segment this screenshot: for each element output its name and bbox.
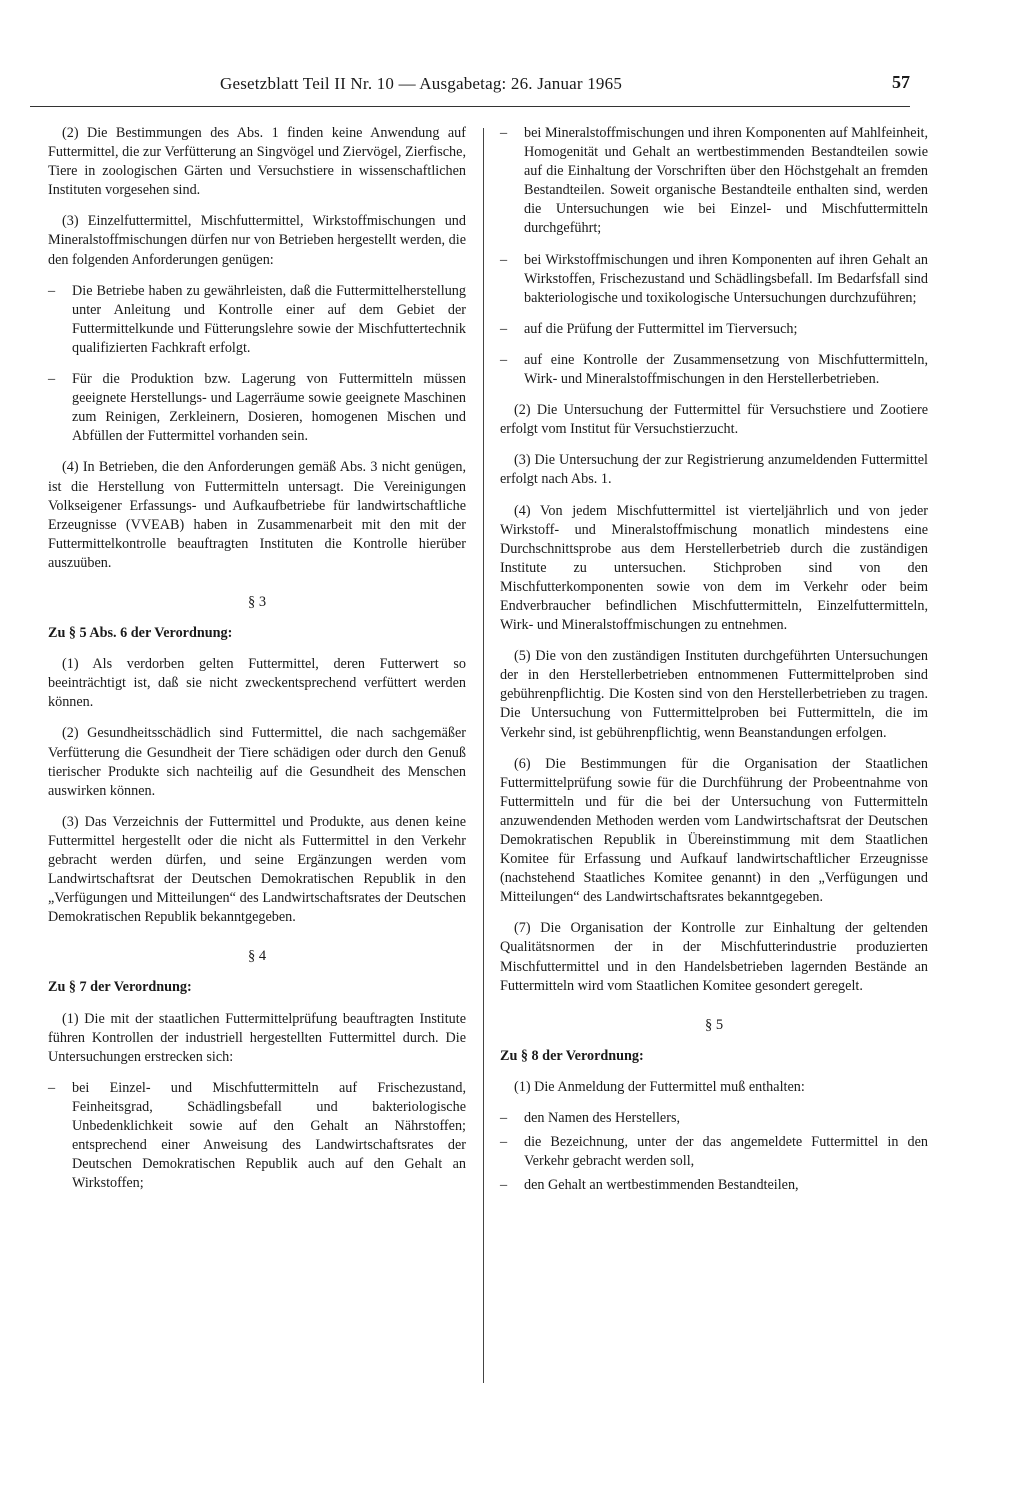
list-item: – den Gehalt an wertbestimmenden Bestandteilen, [500,1176,928,1195]
column-divider [483,128,484,1383]
paragraph-3-2: (2) Gesundheitsschädlich sind Futtermittel, die nach sachgemäßer Verfütterung die Gesundheit der Tiere schädigen oder durch den Genuß tierischer Produkte sich nachteilig auf die Gesundheit des Menschen auswirken können. [48,725,466,799]
list-item: – die Bezeichnung, unter der das angemeldete Futtermittel in den Verkehr gebracht werden soll, [500,1134,928,1170]
paragraph-4-5: (5) Die von den zuständigen Instituten durchgeführten Untersuchungen der in den Herstellerbetrieben entnommenen Futtermittelproben sind gebührenpflichtig. Die Kosten sind von den Herstellerbetrieben zu tragen. Die Untersuchung von Futtermittelproben bei Futtermitteln, die im Verkehr sind, ist gebührenpflichtig, wenn Beanstandungen erfolgen. [500,648,928,741]
dash-bullet: – [500,125,508,141]
dash-bullet: – [500,351,508,368]
list-item: – den Namen des Herstellers, [500,1109,928,1128]
paragraph-5-1: (1) Die Anmeldung der Futtermittel muß enthalten: [514,1078,805,1095]
list-item: – auf die Prüfung der Futtermittel im Tierversuch; [500,320,928,339]
paragraph-4-3: (3) Die Untersuchung der zur Registrierung anzumeldenden Futtermittel erfolgt nach Abs. 1. [500,452,928,488]
right-column [500,124,928,1200]
paragraph-4-4: (4) Von jedem Mischfuttermittel ist vierteljährlich und von jeder Wirkstoff- und Mineralstoffmischung monatlich mindestens eine Durchschnittsprobe aus dem Herstellerbetrieb durch die zuständigen Institute zu untersuchen. Stichproben sind von den Mischfutterkomponenten sowie von dem im Verkehr oder beim Endverbraucher befindlichen Mischfuttermitteln, Einzelfuttermitteln, Wirk- und Mineralstoffmischungen zu entnehmen. [500,502,928,634]
dash-bullet: – [500,1177,508,1194]
left-column [48,124,466,1205]
dash-bullet: – [48,282,56,299]
section-3-subheading: Zu § 5 Abs. 6 der Verordnung: [48,625,233,642]
section-5-subheading: Zu § 8 der Verordnung: [500,1047,644,1064]
dash-bullet: – [500,1134,508,1151]
page-header [30,70,910,107]
section-5-heading: § 5 [704,1016,724,1033]
section-4-subheading: Zu § 7 der Verordnung: [48,979,192,996]
list-item: – bei Mineralstoffmischungen und ihren Komponenten auf Mahlfeinheit, Homogenität und Gehalt an wertbestimmenden Bestandteilen sowie auf die Einhaltung der Vorschriften über den Höchstgehalt an fremden Bestandteilen. Soweit organische Bestandteile enthalten sind, werden die Untersuchungen wie bei Einzel- und Mischfuttermitteln durchgeführt; [500,125,928,237]
dash-bullet: – [48,1079,56,1096]
list-item: – Die Betriebe haben zu gewährleisten, daß die Futtermittelherstellung unter Anleitung und Kontrolle einer auf dem Gebiet der Futtermittelkunde und Fütterungslehre sowie der Mischfuttertechnik qualifizierten Fachkraft erfolgt. [48,282,466,356]
section-4-heading: § 4 [247,948,267,965]
page-number: 57 [892,72,910,92]
dash-bullet: – [500,320,508,337]
paragraph-4-1: (1) Die mit der staatlichen Futtermittelprüfung beauftragten Institute führen Kontrollen der industriell hergestellten Futtermittel durch. Die Untersuchungen erstrecken sich: [48,1010,466,1065]
paragraph-2-2: (2) Die Bestimmungen des Abs. 1 finden keine Anwendung auf Futtermittel, die zur Verfütterung an Singvögel und Ziervögel, Zierfische, Tiere in zoologischen Gärten und Versuchstiere in wissenschaftlichen Instituten vorgesehen sind. [48,125,466,199]
list-item: – Für die Produktion bzw. Lagerung von Futtermitteln müssen geeignete Herstellungs- und Lagerräume sowie geeignete Maschinen zum Reinigen, Zerkleinern, Dosieren, homogenen Mischen und Abfüllen der Futtermittel vorhanden sein. [48,371,466,445]
paragraph-4-6: (6) Die Bestimmungen für die Organisation der Staatlichen Futtermittelprüfung sowie für die Durchführung der Probeentnahme von Futtermitteln und für die bei der Untersuchung von Futtermitteln anzuwendenden Methoden werden vom Landwirtschaftsrat der Deutschen Demokratischen Republik in Übereinstimmung mit dem Staatlichen Komitee für Erfassung und Aufkauf landwirtschaftlicher Erzeugnisse (nachstehend Staatliches Komitee genannt) in den „Verfügungen und Mitteilungen“ des Landwirtschaftsrates bekanntgegeben. [500,755,928,906]
dash-bullet: – [48,371,56,388]
list-item: – auf eine Kontrolle der Zusammensetzung von Mischfuttermitteln, Wirk- und Mineralstoffmischungen in den Herstellerbetrieben. [500,351,928,388]
paragraph-4-2: (2) Die Untersuchung der Futtermittel für Versuchstiere und Zootiere erfolgt vom Institut für Versuchstierzucht. [500,402,928,438]
section-3-heading: § 3 [247,593,267,610]
list-item: – bei Einzel- und Mischfuttermitteln auf Frischezustand, Feinheitsgrad, Schädlingsbefall und bakteriologische Unbedenklichkeit sowie auf den Gehalt an Nährstoffen; entsprechend einer Anweisung des Landwirtschaftsrates der Deutschen Demokratischen Republik auch auf den Gehalt an Wirkstoffen; [48,1079,466,1192]
paragraph-4-7: (7) Die Organisation der Kontrolle zur Einhaltung der geltenden Qualitätsnormen der in der Mischfutterindustrie produzierten Mischfuttermittel und in den Handelsbetrieben lagernden Bestände an Futtermitteln wird vom Staatlichen Komitee gesondert geregelt. [500,920,928,994]
paragraph-2-3: (3) Einzelfuttermittel, Mischfuttermittel, Wirkstoffmischungen und Mineralstoffmischungen dürfen nur von Betrieben hergestellt werden, die den folgenden Anforderungen genügen: [48,213,466,268]
dash-bullet: – [500,1110,508,1127]
dash-bullet: – [500,251,508,268]
paragraph-2-4: (4) In Betrieben, die den Anforderungen gemäß Abs. 3 nicht genügen, ist die Herstellung von Futtermitteln untersagt. Die Vereinigungen Volkseigener Erfassungs- und Aufkaufbetriebe für landwirtschaftliche Erzeugnisse (VVEAB) haben in Zusammenarbeit mit den mit der Futtermittelkontrolle beauftragten Instituten die Kontrolle hierüber auszuüben. [48,459,466,571]
header-title: Gesetzblatt Teil II Nr. 10 — Ausgabetag: 26. Januar 1965 [220,74,623,93]
list-item: – bei Wirkstoffmischungen und ihren Komponenten auf ihren Gehalt an Wirkstoffen, Frischezustand und Schädlingsbefall. Im Bedarfsfall sind bakteriologische und toxikologische Untersuchungen durchzuführen; [500,251,928,306]
paragraph-3-3: (3) Das Verzeichnis der Futtermittel und Produkte, aus denen keine Futtermittel hergestellt oder die nicht als Futtermittel in den Verkehr gebracht werden dürfen, und seine Ergänzungen werden vom Landwirtschaftsrat der Deutschen Demokratischen Republik in den „Verfügungen und Mitteilungen“ des Landwirtschaftsrates der Deutschen Demokratischen Republik bekanntgegeben. [48,813,466,926]
paragraph-3-1: (1) Als verdorben gelten Futtermittel, deren Futterwert so beeinträchtigt ist, daß sie nicht zweckentsprechend verfüttert werden können. [48,656,466,711]
